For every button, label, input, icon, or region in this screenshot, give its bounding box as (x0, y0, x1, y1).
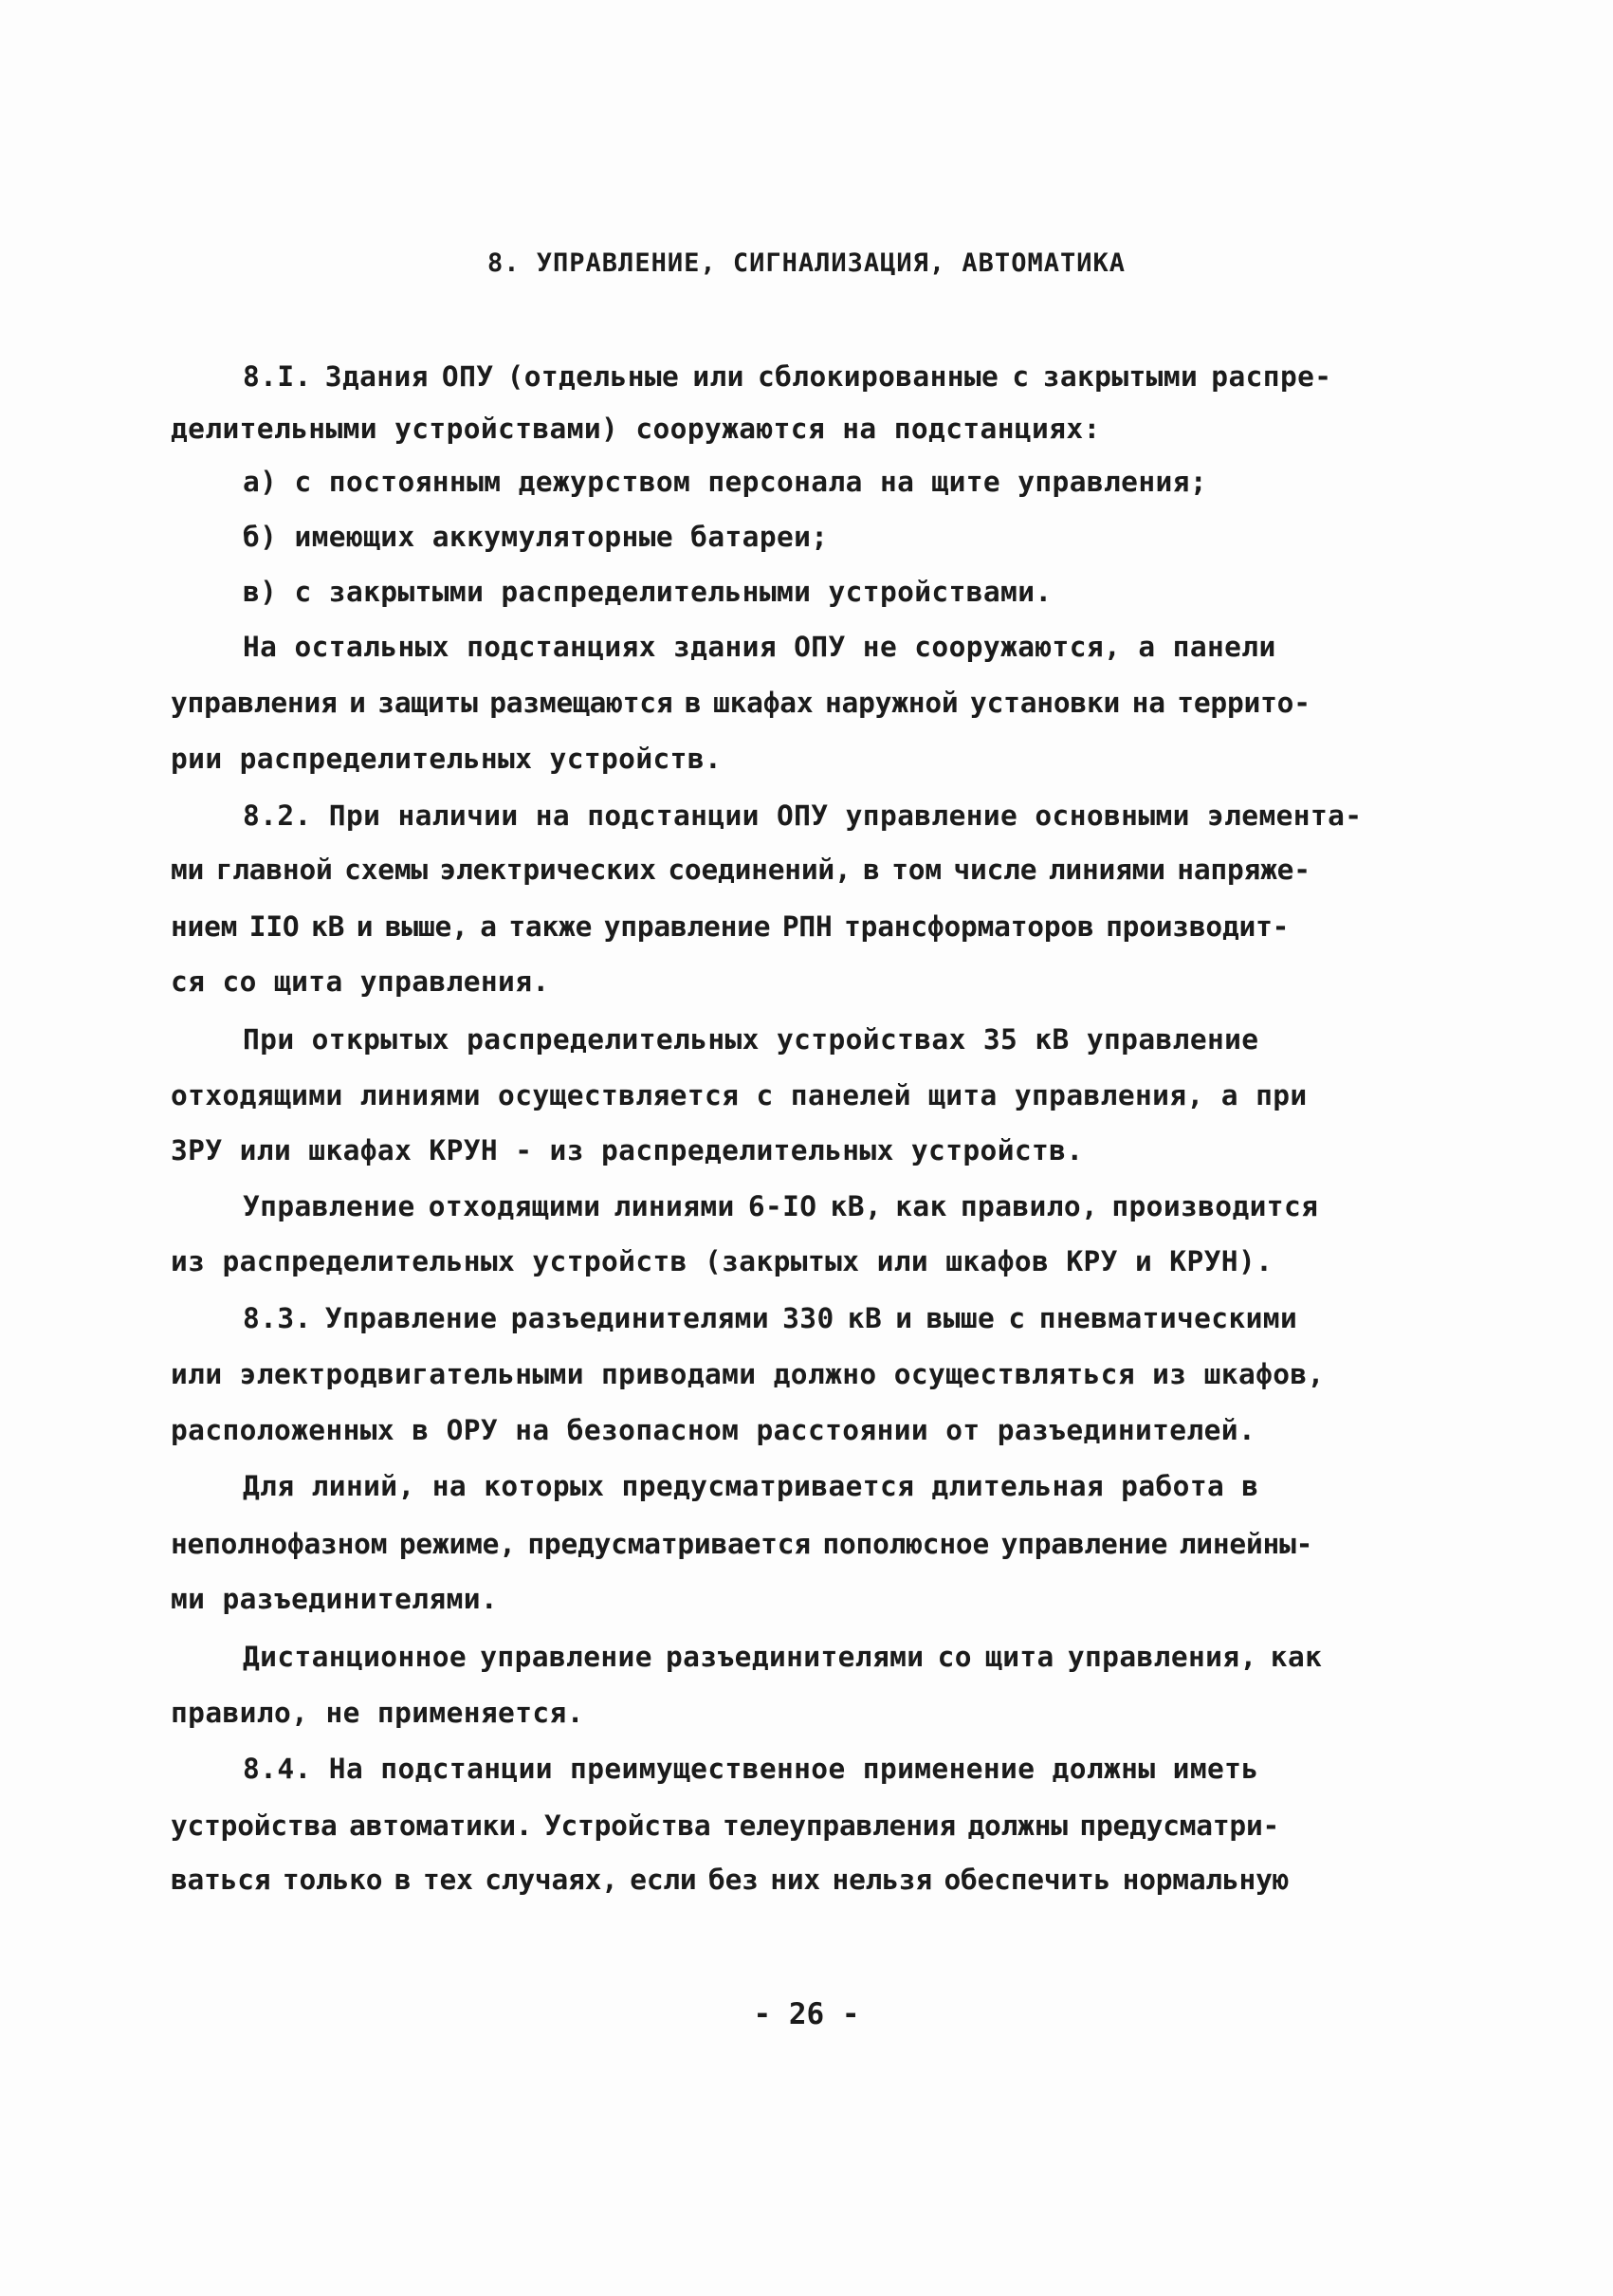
page-number: - 26 - (753, 1997, 860, 2031)
text-line: нием IIO кВ и выше, а также управление РПН трансформаторов производит- (171, 910, 1290, 943)
list-item: в) с закрытыми распределительными устройствами. (243, 576, 1053, 608)
text-line: делительными устройствами) сооружаются на подстанциях: (171, 413, 1101, 445)
list-item: а) с постоянным дежурством персонала на щите управления; (243, 466, 1207, 498)
text-line: При открытых распределительных устройствах 35 кВ управление (243, 1023, 1259, 1056)
text-line: управления и защиты размещаются в шкафах наружной установки на террито- (171, 687, 1311, 719)
text-line: отходящими линиями осуществляется с панелей щита управления, а при (171, 1079, 1308, 1111)
text-line: На остальных подстанциях здания ОПУ не сооружаются, а панели (243, 631, 1276, 663)
text-line: Управление отходящими линиями 6-IO кВ, как правило, производится (243, 1190, 1319, 1222)
text-line: Дистанционное управление разъединителями со щита управления, как (243, 1641, 1323, 1673)
text-line: ми главной схемы электрических соединений, в том числе линиями напряже- (171, 854, 1311, 886)
text-line: неполнофазном режиме, предусматривается пополюсное управление линейны- (171, 1528, 1313, 1560)
text-line: рии распределительных устройств. (171, 743, 723, 775)
text-line: 8.4. На подстанции преимущественное применение должны иметь (243, 1753, 1259, 1785)
text-line: 8.2. При наличии на подстанции ОПУ управление основными элемента- (243, 799, 1363, 832)
text-line: ЗРУ или шкафах КРУН - из распределительных устройств. (171, 1134, 1084, 1166)
text-line: Для линий, на которых предусматривается длительная работа в (243, 1470, 1259, 1502)
text-line: устройства автоматики. Устройства телеуправления должны предусматри- (171, 1809, 1280, 1842)
text-line: ся со щита управления. (171, 965, 550, 998)
text-line: правило, не применяется. (171, 1697, 584, 1729)
text-line: ваться только в тех случаях, если без них нельзя обеспечить нормальную (171, 1864, 1290, 1896)
text-line: 8.3. Управление разъединителями 330 кВ и выше с пневматическими (243, 1302, 1298, 1334)
text-line: 8.I. Здания ОПУ (отдельные или сблокированные с закрытыми распре- (243, 360, 1332, 393)
list-item: б) имеющих аккумуляторные батареи; (243, 521, 829, 553)
section-title: 8. УПРАВЛЕНИЕ, СИГНАЛИЗАЦИЯ, АВТОМАТИКА (487, 248, 1126, 278)
text-line: ми разъединителями. (171, 1583, 499, 1615)
text-line: расположенных в ОРУ на безопасном расстоянии от разъединителей. (171, 1414, 1256, 1446)
text-line: или электродвигательными приводами должно осуществляться из шкафов, (171, 1358, 1325, 1390)
text-line: из распределительных устройств (закрытых или шкафов КРУ и КРУН). (171, 1245, 1274, 1277)
